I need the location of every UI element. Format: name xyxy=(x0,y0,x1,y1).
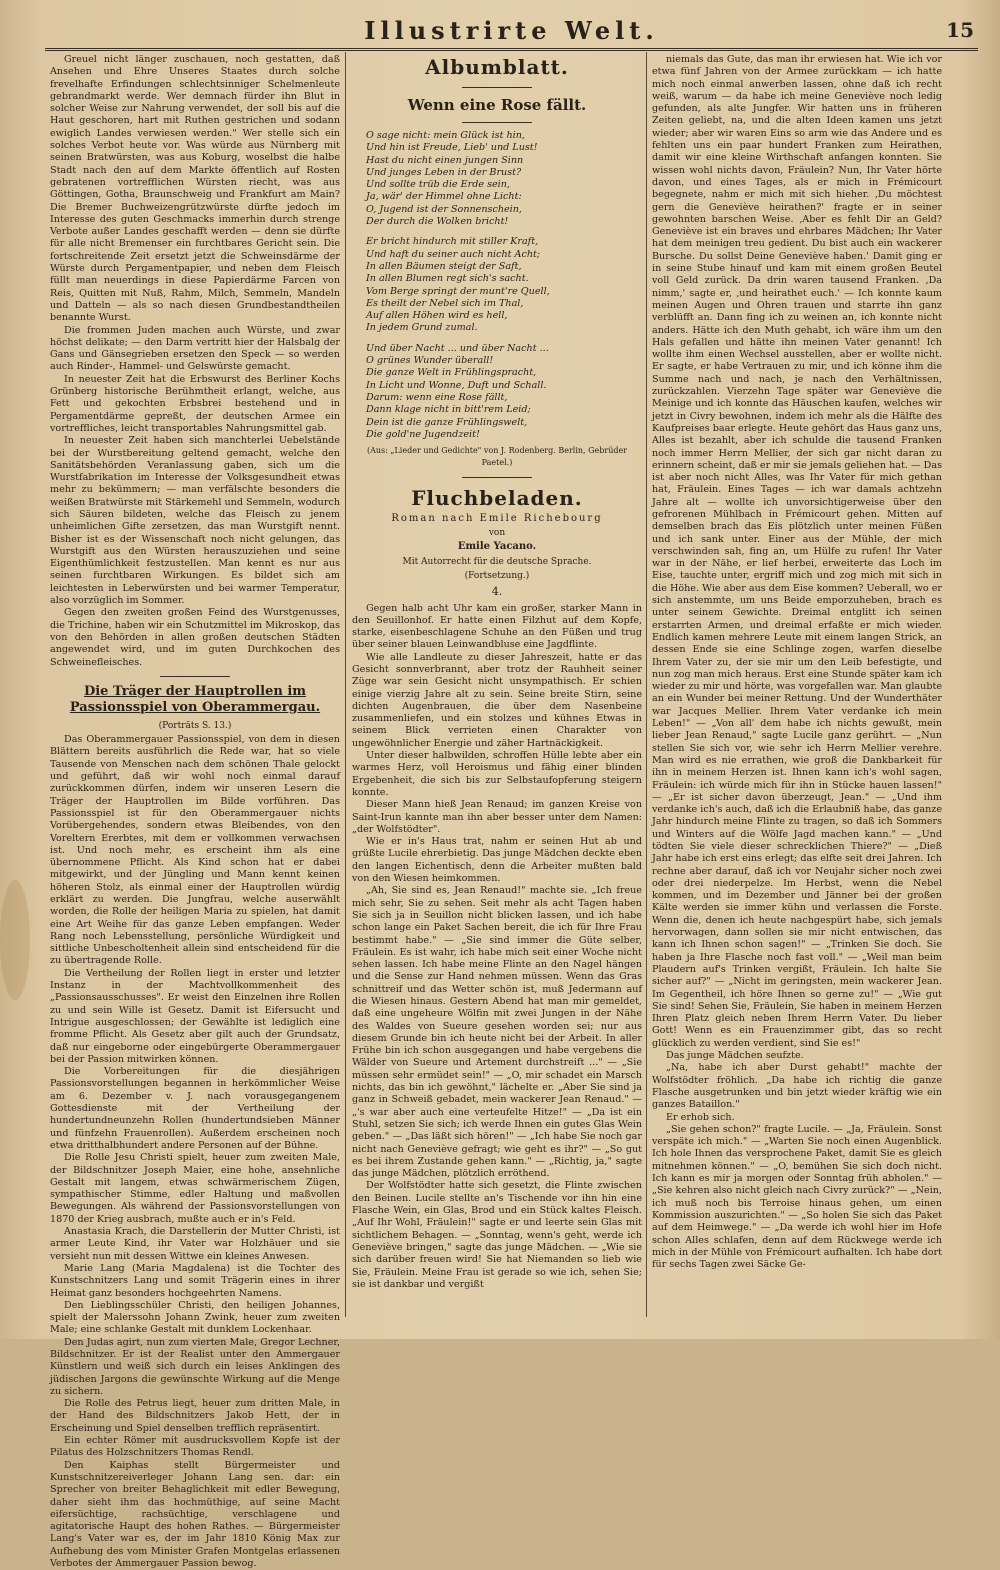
poem-line: Die ganze Welt in Frühlingspracht, xyxy=(366,367,537,379)
poem-stanza xyxy=(352,236,642,334)
poem-line: Ja, wär' der Himmel ohne Licht: xyxy=(366,191,522,203)
poem-line: Die gold'ne Jugendzeit! xyxy=(366,428,480,440)
paragraph: In neuester Zeit hat die Erbswurst des Berliner Kochs Grünberg historische Berühmtheit erlangt, welche, aus Fett und gekochten Erbsbrei bestehend und in Pergamentdärme gepreßt, der deutschen Armee ein vortreffliches, leicht transportables Nahrungsmittel gab. xyxy=(50,373,340,434)
poem-line: Hast du nicht einen jungen Sinn xyxy=(366,154,524,166)
novel-author: Emile Yacano. xyxy=(457,541,537,553)
poem-stanza xyxy=(352,130,642,228)
paragraph: Greuel nicht länger zuschauen, noch gestatten, daß Ansehen und Ehre Unseres Staates durch solche frevelhafte Erfindungen schlechtsinniger Schelmenleute gebrandmarkt werde. Wer demnach fürder ihn Blut in solcher Weise zur Nahrung verwendet, der soll bis auf die Haut geschoren, hart mit Ruthen gestrichen und sodann ewiglich Landes verwiesen werden." Wer stelle sich ein solches Verbot heute vor. Was würde aus Nürnberg mit seinen Bratwürsten, was aus Koburg, woselbst die halbe Stadt nach den auf dem Markte öffentlich auf Rosten gebratenen vortrefflichen Würsten riecht, was aus Göttingen, Gotha, Braunschweig und Frankfurt am Main? Die Bremer Buchweizengrützwürste dürfte jedoch im Interesse des guten Geschmacks immerhin durch strenge Verbote außer Landes geschafft werden — denn sie dürfte für alle nicht Bremenser ein furchtbares Gericht sein. Die fortschreitende Zeit ersetzt jetzt die Schweinsdärme der Würste durch Pergamentpapier, und neben dem Fleisch füllt man neuerdings in diese Papierdärme Farcen von Reis, Quitten mit Nuß, Rahm, Milch, Semmeln, Mandeln und Datteln — als so nach diesen Grundbestandtheilen benannte Wurst. xyxy=(50,54,340,324)
column-2 xyxy=(352,54,642,1319)
paragraph: Unter dieser halbwilden, schroffen Hülle lebte aber ein warmes Herz, voll Heroismus und fähig einer blinden Ergebenheit, die sich bis zur Selbstaufopferung steigern konnte. xyxy=(352,750,642,798)
article-separator xyxy=(160,676,230,677)
poem-line: Dein ist die ganze Frühlingswelt, xyxy=(366,416,528,428)
novel-continuation: (Fortsetzung.) xyxy=(464,570,530,581)
article-title-passion: Die Träger der Hauptrollen im Passionsspiel von Oberammergau. xyxy=(69,683,321,715)
paragraph: Die frommen Juden machen auch Würste, und zwar höchst delikate; — den Darm vertritt hier der Halsbalg der Gans und Gänsegrieben ersetzen den Speck — so werden auch Rinder-, Hammel- und Gelswürste gemacht. xyxy=(50,324,340,373)
poem-stanza xyxy=(352,343,642,441)
paragraph: In neuester Zeit haben sich manchterlei Uebelstände bei der Wurstbereitung geltend gemacht, welche den Sanitätsbehörden Veranlassung gaben, sich um die Wurstfabrikation im Interesse der Volksgesundheit etwas mehr zu bekümmern; — man verfälschte besonders die weißen Bratwürste mit Stärkemehl und Semmeln, wodurch sich Säuren bildeten, welche das Fleisch zu jenem unheimlichen Gifte zersetzen, das man Wurstgift nennt. Bisher ist es der Wissenschaft noch nicht gelungen, das Wurstgift aus den Würsten herauszuziehen und seine Eigenthümlichkeit festzustellen. Man kennt es nur aus seinen furchtbaren Wirkungen. Es bildet sich am leichtesten in Leberwürsten und bei warmer Temperatur, also vorzüglich im Sommer. xyxy=(50,435,340,607)
novel-rights: Mit Autorrecht für die deutsche Sprache. xyxy=(402,556,592,567)
paper-stain xyxy=(0,880,30,1000)
novel-text xyxy=(352,603,642,1292)
poem-line: In Licht und Wonne, Duft und Schall. xyxy=(366,379,547,391)
paragraph: Gegen den zweiten großen Feind des Wurstgenusses, die Trichine, haben wir ein Schutzmittel im Mikroskop, das von den Behörden in allen großen deutschen Städten angewendet wird, und im guten Durchkochen des Schweinefleisches. xyxy=(50,607,340,668)
page-number: 15 xyxy=(946,18,974,42)
article-separator xyxy=(462,477,532,478)
poem-line: Er bricht hindurch mit stiller Kraft, xyxy=(366,236,539,248)
poem-line: Es theilt der Nebel sich im Thal, xyxy=(366,297,524,309)
article-passion xyxy=(50,734,340,1570)
masthead-title: Illustrirte Welt. xyxy=(364,16,659,45)
poem-source: (Aus: „Lieder und Gedichte" von J. Rodenberg. Berlin, Gebrüder Paetel.) xyxy=(366,446,628,468)
novel-von: von xyxy=(488,528,506,539)
paragraph: Anastasia Krach, die Darstellerin der Mutter Christi, ist armer Leute Kind, ihr Vater war Holzhäuer und sie versieht nun mit dessen Wittwe ein kleines Anwesen. xyxy=(50,1226,340,1262)
column-3 xyxy=(652,54,942,1319)
poem-line: Der durch die Wolken bricht! xyxy=(366,216,509,228)
heading-rule xyxy=(462,87,532,88)
poem-line: Und junges Leben in der Brust? xyxy=(366,166,522,178)
paragraph: Er erhob sich. xyxy=(666,1111,735,1123)
article-sausage xyxy=(50,54,340,669)
poem-line: Und haft du seiner auch nicht Acht; xyxy=(366,248,541,260)
paragraph: Den Kaiphas stellt Bürgermeister und Kunstschnitzereiverleger Johann Lang sen. dar: ein Sprecher von breiter Behaglichkeit mit edler Bewegung, daher sieht ihm das hochmüthige, auf seine Macht eifersüchtige, rachsüchtige, verschlagene und agitatorische Haupt des hohen Rathes. — Bürgermeister Lang's Vater war es, der im Jahr 1810 König Max zur Aufhebung des vom Minister Grafen Montgelas erlassenen Verbotes der Ammergauer Passion bewog. xyxy=(50,1459,340,1570)
paragraph: „Na, habe ich aber Durst gehabt!" machte der Wolfstödter fröhlich. „Da habe ich richtig die ganze Flasche ausgetrunken und bin jetzt wieder kräftig wie ein ganzes Bataillon." xyxy=(652,1062,942,1111)
novel-subtitle: Roman nach Emile Richebourg xyxy=(391,512,603,524)
paragraph: Wie er in's Haus trat, nahm er seinen Hut ab und grüßte Lucile ehrerbietig. Das junge Mädchen deckte eben den langen Eichentisch, denn die Arbeiter mußten bald von den Wiesen heimkommen. xyxy=(352,836,642,885)
page-header xyxy=(45,14,978,51)
poem-line: Und hin ist Freude, Lieb' und Lust! xyxy=(366,142,538,154)
poem-line: Dann klage nicht in bitt'rem Leid; xyxy=(366,404,531,416)
poem-line: Darum: wenn eine Rose fällt, xyxy=(366,391,508,403)
paragraph: Marie Lang (Maria Magdalena) ist die Tochter des Kunstschnitzers Lang und somit Trägerin eines in ihrer Heimat ganz besonders hochgeehrten Namens. xyxy=(50,1262,340,1299)
heading-rule xyxy=(462,122,532,123)
paragraph: niemals das Gute, das man ihr erwiesen hat. Wie ich vor etwa fünf Jahren von der Armee zurückkam — ich hatte mich noch einmal anwerben lassen, ohne daß ich recht weiß, warum — da habe ich meine Geneviève noch ledig gefunden, als alte Jungfer. Wir hatten uns in früheren Zeiten geliebt, na, und die alten Ideen kamen uns jetzt wieder; aber wir waren Eins so arm wie das Andere und es fehlten uns ein paar hundert Franken zum Heirathen, damit wir eine kleine Wirthschaft anfangen konnten. Sie wissen wohl nichts davon, Fräulein? Nun, Ihr Vater hörte davon, und eines Tages, als er mich in Frémicourt begegnete, nahm er mich mit sich hieher. ‚Du möchtest gern die Geneviève heirathen?' fragte er in seiner gewohnten barschen Weise. ‚Aber es fehlt Dir an Geld? Geneviève ist ein braves und ehrbares Mädchen; Ihr Vater hat dem meinigen treu gedient. Du bist auch ein wackerer Bursche. Du sollst Deine Geneviève haben.' Damit ging er in seine Stube hinauf und kam mit einem großen Beutel voll Geld zurück. Da drin waren tausend Franken. ‚Da nimm,' sagte er, ‚und heirathet euch.' — Ich konnte kaum meinen Augen und Ohren trauen und starrte ihn ganz verblüfft an. Dann fing ich zu weinen an, ich konnte nicht anders. Hätte ich den Muth gehabt, ich wäre ihm um den Hals gefallen und hätte ihn meinen Vater genannt! Ich wollte ihm einen Wechsel ausstellen, aber er wollte nicht. Er sagte, er habe Vertrauen zu mir, und ich könne ihm die Summe nach und nach, je nach den Verhältnissen, zurückzahlen. Vierzehn Tage später war Geneviève die Meinige und ich konnte das Häuschen kaufen, welches wir jetzt in Civry bewohnen, indem ich mehr als die Hälfte des Kaufpreises baar erlegte. Heute gehört das Haus ganz uns, Alles ist bezahlt, aber ich schulde die tausend Franken noch immer Herrn Mellier, der sich gar nicht daran zu erinnern scheint, daß er mir sie jemals geliehen hat. — Das ist aber noch nicht Alles, was Ihr Vater für mich gethan hat, Fräulein. Eines Tages — ich war damals achtzehn Jahre alt — wollte ich unvorsichtigerweise über den gefrorenen Mühlbach in Frémicourt gehen. Mitten auf demselben brach das Eis plötzlich unter meinen Füßen und ich sank unter. Einer aus der Mühle, der mich verschwinden sah, fing an, um Hülfe zu rufen! Ihr Vater war in der Nähe, er lief herbei, erweiterte das Loch im Eise, tauchte unter, ergriff mich und zog mich mit sich in die Höhe. Wie aber aus dem Eise kommen? Ueberall, wo er sich anstemmte, um uns Beide emporzuheben, brach es unter seinem Gewichte. Dreimal entglitt ich seinen erstarrten Armen, und dreimal erfaßte er mich wieder. Endlich kamen mehrere Leute mit einem langen Strick, an dessen Ende sie eine Schlinge zogen, warfen dieselbe Ihrem Vater zu, der sie mir um den Leib befestigte, und nun zog man mich heraus. Erst eine Stunde später kam ich wieder zu mir und hörte, was vorgefallen war. Man glaubte an ein Wunder bei meiner Rettung. Und der Wunderthäter war Jacques Mellier. Ihrem Vater verdanke ich mein Leben!" — „Von all' dem habe ich nichts gewußt, mein lieber Jean Renaud," sagte Lucile ganz gerührt. — „Nun stellen Sie sich vor, wie sehr ich Herrn Mellier verehre. Man wird es nie errathen, wie groß die Dankbarkeit für ihn in meinem Herzen ist. Ihnen kann ich's wohl sagen, Fräulein: ich würde mich für ihn in Stücke hauen lassen!" — „Er ist sicher davon überzeugt, Jean." — „Und ihm verdanke ich's auch, daß ich die Erlaubniß habe, das ganze Jahr hindurch meine Flinte zu tragen, so daß ich Sommers und Winters auf die Wölfe Jagd machen kann." — „Und tödten Sie viele dieser schrecklichen Thiere?" — „Dieß Jahr habe ich erst eins erlegt; das elfte seit drei Jahren. Ich rechne aber darauf, daß ich vor Neujahr sicher noch zwei oder drei niederpelze. Im Herbst, wenn die Nebel kommen, und im Dezember und Jänner bei der großen Kälte werden sie immer kühn und verlassen die Forste. Wenn die, denen ich heute nachgespürt habe, sich jemals hervorwagen, dann sollen sie mir nicht entwischen, das kann ich Ihnen schon sagen!" — „Trinken Sie doch. Sie haben ja Ihre Flasche noch fast voll." — „Weil man beim Plaudern auf's Trinken vergißt, Fräulein. Ich halte Sie sicher auf?" — „Nicht im geringsten, mein wackerer Jean. Im Gegentheil, ich höre Ihnen so gerne zu!" — „Wie gut Sie sind! Sehen Sie, Fräulein, Sie haben in meinem Herzen Ihren Platz gleich neben Ihrem Herrn Vater. Du lieber Gott! Wenn es ein Frauenzimmer gibt, das so recht glücklich zu werden verdient, sind Sie es!" xyxy=(652,54,942,1049)
poem-line: O sage nicht: mein Glück ist hin, xyxy=(366,130,525,141)
poem-title: Wenn eine Rose fällt. xyxy=(407,96,587,114)
paragraph: „Ah, Sie sind es, Jean Renaud!" machte sie. „Ich freue mich sehr, Sie zu sehen. Seit mehr als acht Tagen haben Sie sich ja in Seuillon nicht blicken lassen, und ich habe schon lange ein Paket Sachen bereit, die ich für Ihre Frau bestimmt habe." — „Sie sind immer die Güte selber, Fräulein. Es ist wahr, ich habe mich seit einer Woche nicht sehen lassen. Ich habe meine Flinte an den Nagel hängen und die Sense zur Hand nehmen müssen. Wenn das Gras schnittreif und das Wetter schön ist, muß Jedermann auf die Wiesen hinaus. Gestern Abend hat man mir gemeldet, daß eine ungeheure Wölfin mit zwei Jungen in der Nähe des Waldes von Sueure gesehen worden sei; nur aus diesem Grunde bin ich heute nicht bei der Arbeit. In aller Frühe bin ich schon ausgegangen und habe vergebens die Wälder von Sueure und Artement durchstreift ..." — „Sie müssen sehr ermüdet sein!" — „O, mir schadet ein Marsch nichts, das bin ich gewöhnt," lächelte er. „Aber Sie sind ja ganz in Schweiß gebadet, mein wackerer Jean Renaud." — „'s war aber auch eine verteufelte Hitze!" — „Da ist ein Stuhl, setzen Sie sich; ich werde Ihnen ein gutes Glas Wein geben." — „Das läßt sich hören!" — „Ich habe Sie noch gar nicht nach Geneviève gefragt; wie geht es ihr?" — „So gut es bei ihrem Zustande gehen kann." — „Richtig, ja," sagte das junge Mädchen, plötzlich erröthend. xyxy=(352,885,642,1180)
poem-line: In allen Bäumen steigt der Saft, xyxy=(366,260,522,272)
paragraph: Der Wolfstödter hatte sich gesetzt, die Flinte zwischen den Beinen. Lucile stellte an's Tischende vor ihn hin eine Flasche Wein, ein Glas, Brod und ein Stück kaltes Fleisch. „Auf Ihr Wohl, Fräulein!" sagte er und leerte sein Glas mit sichtlichem Behagen. — „Sonntag, wenn's geht, werde ich Geneviève bringen," sagte das junge Mädchen. — „Wie sie sich darüber freuen wird! Sie hat Niemanden so lieb wie Sie, Fräulein. Meine Frau ist gerade so wie ich, sehen Sie; sie ist dankbar und vergißt xyxy=(352,1180,642,1290)
poem-line: Vom Berge springt der munt're Quell, xyxy=(366,285,550,297)
paragraph: Das Oberammergauer Passionsspiel, von dem in diesen Blättern bereits ausführlich die Rede war, hat so viele Tausende von Menschen nach dem schönen Thale gelockt und geführt, daß wir wohl noch einmal darauf zurückkommen dürfen, indem wir unseren Lesern die Träger der Hauptrollen im Bilde vorführen. Das Passionsspiel ist für den Oberammergauer nichts Vorübergehendes, sondern etwas Bleibendes, von den Voreltern Ererbtes, mit dem er vollkommen verwachsen ist. Und noch mehr, es erscheint ihm als eine übernommene Pflicht. Als Kind schon hat er dabei mitgewirkt, und der Jüngling und Mann kennt keinen höheren Stolz, als einmal einer der Hauptrollen würdig erklärt zu werden. Die Jungfrau, welche auserwählt worden, die Rolle der heiligen Maria zu spielen, hat damit eine Art Weihe für das ganze Leben empfangen. Weder Rang noch Lebensstellung, persönliche Würdigkeit und sittliche Unbescholtenheit allein sind entscheidend für die zu übertragende Rolle. xyxy=(50,734,340,967)
paragraph: Den Lieblingsschüler Christi, den heiligen Johannes, spielt der Malerssohn Johann Zwink, heuer zum zweiten Male; eine schlanke Gestalt mit dunklem Lockenhaar. xyxy=(50,1299,340,1336)
article-subtitle: (Porträts S. 13.) xyxy=(158,720,232,731)
paragraph: Die Rolle des Petrus liegt, heuer zum dritten Male, in der Hand des Bildschnitzers Jakob Hett, der in Erscheinung und Spiel denselben trefflich repräsentirt. xyxy=(50,1398,340,1434)
poem-line: Und über Nacht ... und über Nacht ... xyxy=(366,342,549,354)
paragraph: Den Judas agirt, nun zum vierten Male, Gregor Lechner, Bildschnitzer. Er ist der Realist unter den Ammergauer Künstlern und weiß sich durch ein leises Anklingen des jüdischen Jargons die gewünschte Wirkung auf die Menge zu sichern. xyxy=(50,1336,340,1397)
paragraph: Wie alle Landleute zu dieser Jahreszeit, hatte er das Gesicht sonnverbrannt, aber trotz der Rauhheit seiner Züge war sein Gesicht nicht unsympathisch. Er schien einige vierzig Jahre alt zu sein. Seine breite Stirn, seine dichten Augenbrauen, die über dem Nasenbeine zusammenliefen, und ein stolzes und kühnes Etwas in seinem Blick verrieten einen Charakter von ungewöhnlicher Energie und zäher Hartnäckigkeit. xyxy=(352,651,642,749)
paragraph: „Sie gehen schon?" fragte Lucile. — „Ja, Fräulein. Sonst verspäte ich mich." — „Warten Sie noch einen Augenblick. Ich hole Ihnen das versprochene Paket, damit Sie es gleich mitnehmen können." — „O, bemühen Sie sich doch nicht. Ich kann es mir ja morgen oder Sonntag früh abholen." — „Sie kehren also nicht gleich nach Civry zurück?" — „Nein, ich muß noch bis Terroise hinaus gehen, um einen Kommission auszurichten." — „So holen Sie sich das Paket auf dem Heimwege." — „Da werde ich wohl hier im Hofe schon Alles schlafen, denn auf dem Rückwege werde ich mich in der Mühle von Frémicourt aufhalten. Ich habe dort für sechs Tagen zwei Säcke Ge- xyxy=(652,1123,942,1271)
poem-line: In jedem Grund zumal. xyxy=(366,322,478,334)
paragraph: Ein echter Römer mit ausdrucksvollem Kopfe ist der Pilatus des Holzschnitzers Thomas Rendl. xyxy=(50,1435,340,1459)
album-heading: Albumblatt. xyxy=(425,55,569,79)
paragraph: Die Vorbereitungen für die diesjährigen Passionsvorstellungen begannen in herkömmlicher Weise am 6. Dezember v. J. nach vorausgegangenem Gottesdienste mit der Vertheilung der hundertundneunzehn Rollen (hundertundsieben Männer und fünfzehn Frauenrollen). Außerdem erscheinen noch etwa dritthalbhundert andere Personen auf der Bühne. xyxy=(50,1066,340,1151)
paragraph: Dieser Mann hieß Jean Renaud; im ganzen Kreise von Saint-Irun kannte man ihn aber besser unter dem Namen: „der Wolfstödter". xyxy=(352,799,642,835)
novel-title: Fluchbeladen. xyxy=(411,485,583,510)
column-divider xyxy=(646,52,647,1317)
paragraph: Die Vertheilung der Rollen liegt in erster und letzter Instanz in der Machtvollkommenheit des „Passionsausschusses". Er weist den Einzelnen ihre Rollen zu und sein Wille ist Gesetz. Damit ist Eifersucht und Intrigue ausgeschlossen; der Gewählte ist lediglich eine fromme Pflicht. Als Gesetz aber gilt auch der Grundsatz, daß nur eingeborne oder eingebürgerte Oberammergauer bei der Passion mitwirken können. xyxy=(50,967,340,1065)
paragraph: Das junge Mädchen seufzte. xyxy=(666,1050,804,1062)
column-divider xyxy=(345,52,346,1317)
novel-text-continued xyxy=(652,54,942,1271)
poem-line: Auf allen Höhen wird es hell, xyxy=(366,310,508,322)
poem-line: In allen Blumen regt sich's sacht. xyxy=(366,273,529,285)
poem-line: O grünes Wunder überall! xyxy=(366,355,494,367)
paragraph: Gegen halb acht Uhr kam ein großer, starker Mann in den Seuillonhof. Er hatte einen Filzhut auf dem Kopfe, starke, eisenbeschlagene Schuhe an den Füßen und trug über seiner blauen Leinwandbluse eine Jagdflinte. xyxy=(352,602,642,651)
poem-line: Und sollte trüb die Erde sein, xyxy=(366,179,510,191)
chapter-number: 4. xyxy=(491,585,503,599)
poem-line: O, Jugend ist der Sonnenschein, xyxy=(366,203,522,215)
paragraph: Die Rolle Jesu Christi spielt, heuer zum zweiten Male, der Bildschnitzer Joseph Maier, eine hohe, ansehnliche Gestalt mit langem, etwas schwärmerischem Zügen, sympathischer Stimme, edler Haltung und maßvollen Bewegungen. Als während der Passionsvorstellungen von 1870 der Krieg ausbrach, mußte auch er in's Feld. xyxy=(50,1152,340,1225)
column-1 xyxy=(50,54,340,1570)
